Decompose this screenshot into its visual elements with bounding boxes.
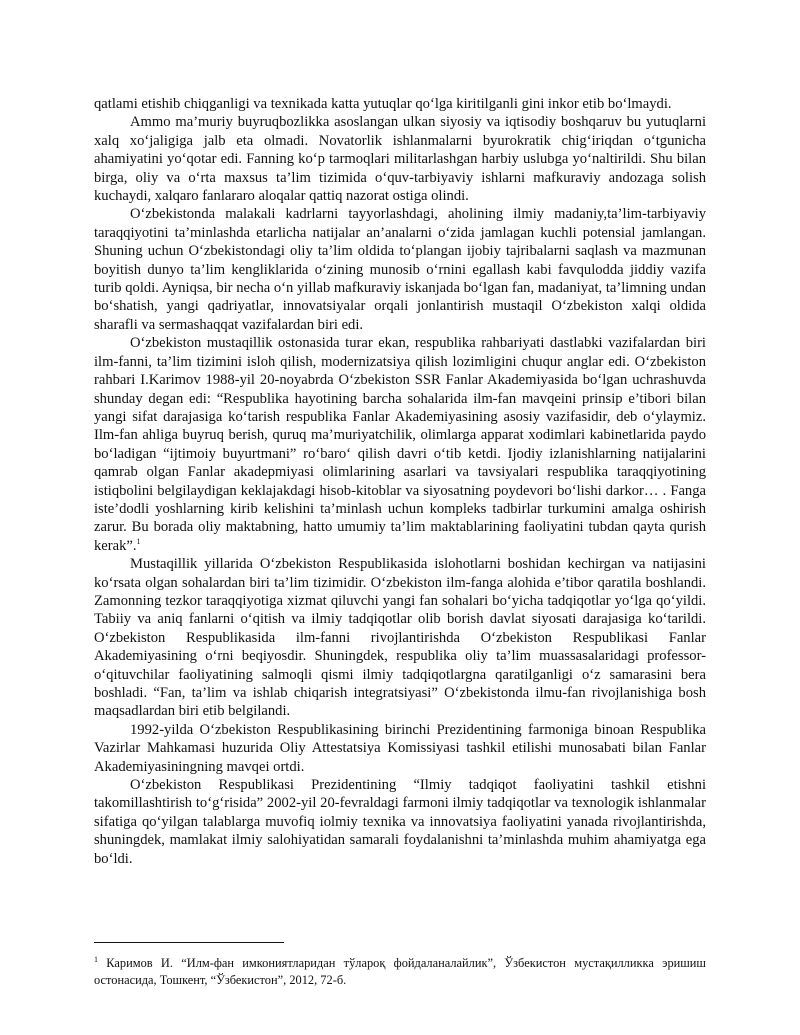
paragraph: Mustaqillik yillarida O‘zbekiston Respublikasida islohotlarni boshidan kechirgan va natijasini ko‘rsata olgan sohalardan biri ta’lim tizimidir. O‘zbekiston ilm-fanga alohida e’tibor qaratila boshlandi. Zamonning tezkor taraqqiyotiga xizmat qiluvchi yangi fan sohalari bo‘yicha tadqiqotlar yo‘lga qo‘yildi. Tabiiy va aniq fanlarni o‘qitish va ilmiy tadqiqotlar olib borish davlat siyosati darajasiga ko‘tarildi. O‘zbekiston Respublikasida ilm-fanni rivojlantirishda O‘zbekiston Respublikasi Fanlar Akademiyasining o‘rni beqiyosdir. Shuningdek, respublika oliy ta’lim muassasalaridagi professor-o‘qituvchilar faoliyatining salmoqli qismi ilmiy tadqiqotlargna qaratilganligi o‘z samarasini bera boshladi. “Fan, ta’lim va ishlab chiqarish integratsiyasi” O‘zbekistonda ilmu-fan rivojlanishiga bosh maqsadlardan biri etib belgilandi. [94,556,706,720]
footnote-separator [94,942,284,943]
footnote [94,955,706,989]
paragraph-text: O‘zbekiston mustaqillik ostonasida turar ekan, respublika rahbariyati dastlabki vazifalardan biri ilm-fanni, ta’lim tizimini isloh qilish, modernizatsiya qilish lozimligini chuqur anglar edi. O‘zbekiston rahbari I.Karimov 1988-yil 20-noyabrda O‘zbekiston SSR Fanlar Akademiyasida bo‘lgan uchrashuvda shunday degan edi: “Respublika hayotining barcha sohalarida ilm-fan mavqeini prinsip e’tibori bilan yangi sifat darajasiga ko‘tarish respublika Fanlar Akademiyasining asosiy vazifasidir, deb o‘ylaymiz. Ilm-fan ahliga buyruq berish, quruq ma’muriyatchilik, olimlarga apparat xodimlari kabinetlarida paydo bo‘ladigan “ijtimoiy buyurtmani” ro‘baro‘ qilish davri o‘tib ketdi. Ijodiy izlanishlarning natijalarini qamrab olgan Fanlar akadepmiyasi olimlarining asarlari va tavsiyalari respublika taraqqiyotining istiqbolini belgilaydigan keklajakdagi hisob-kitoblar va siyosatning poydevori bo‘lishi darkor… . Fanga iste’dodli yoshlarning kirib kelishini ta’minlash uchun kompleks tadbirlar turkumini amalga oshirish zarur. Bu borada oliy maktabning, hatto umumiy ta’lim maktablarining faoliyatini tubdan qayta qurish kerak”. [94,335,706,554]
body-text [94,95,706,868]
footnote-marker: 1 [94,954,98,964]
paragraph: qatlami etishib chiqganligi va texnikada katta yutuqlar qo‘lga kiritilganli gini inkor etib bo‘lmaydi. [94,96,672,112]
paragraph: O‘zbekistonda malakali kadrlarni tayyorlashdagi, aholining ilmiy madaniy,ta’lim-tarbiyaviy taraqqiyotini ta’minlashda etarlicha natijalar an’analarni o‘zida jamlagan kuchli potensial jamlangan. Shuning uchun O‘zbekistondagi oliy ta’lim oldida to‘plangan ijobiy tajribalarni saqlash va mazmunan boyitish dunyo ta’lim kengliklarida o‘zining munosib o‘rnini egallash kabi favqulodda jiddiy vazifa turib qoldi. Ayniqsa, bir necha o‘n yillab mafkuraviy iskanjada bo‘lgan fan, madaniyat, ta’limning undan bo‘shatish, yangi qadriyatlar, innovatsiyalar orqali jonlantirish mustaqil O‘zbekiston xalqi oldida sharafli va sermashaqqat vazifalardan biri edi. [94,206,706,333]
footnote-text: Каримов И. “Илм-фан имкониятларидан тўлароқ фойдаланалайлик”, Ўзбекистон мустақилликка эришиш остонасида, Тошкент, “Ўзбекистон”, 2012, 72-б. [94,956,706,987]
paragraph-with-footnote [94,334,706,555]
paragraph: Ammo ma’muriy buyruqbozlikka asoslangan ulkan siyosiy va iqtisodiy boshqaruv bu yutuqlarni xalq xo‘jaligiga jalb eta olmadi. Novatorlik ishlanmalarni byurokratik chig‘iriqdan o‘tgunicha ahamiyatini yo‘qotar edi. Fanning ko‘p tarmoqlari militarlashgan harbiy uslubga yo‘naltirildi. Shu bilan birga, oliy va o‘rta maxsus ta’lim tizimida o‘quv-tarbiyaviy ishlarni mafkuraviy andozaga solish kuchaydi, xalqaro fanlararo aloqalar qattiq nazorat ostiga olindi. [94,114,706,205]
paragraph: O‘zbekiston Respublikasi Prezidentining “Ilmiy tadqiqot faoliyatini tashkil etishni takomillashtirish to‘g‘risida” 2002-yil 20-fevraldagi farmoni ilmiy tadqiqotlar va texnologik ishlanmalar sifatiga qo‘yilgan talablarga muvofiq iolmiy texnika va innovatsiya faoliyatini yanada rivojlantirishda, shuningdek, mamlakat ilmiy salohiyatidan samarali foydalanishni ta’minlashda muhim ahamiyatga ega bo‘ldi. [94,777,706,867]
footnote-reference[interactable]: 1 [136,536,141,546]
paragraph: 1992-yilda O‘zbekiston Respublikasining birinchi Prezidentining farmoniga binoan Respublika Vazirlar Mahkamasi huzurida Oliy Attestatsiya Komissiyasi tashkil etilishi munosabati bilan Fanlar Akademiyasiningning mavqei ortdi. [94,721,706,775]
